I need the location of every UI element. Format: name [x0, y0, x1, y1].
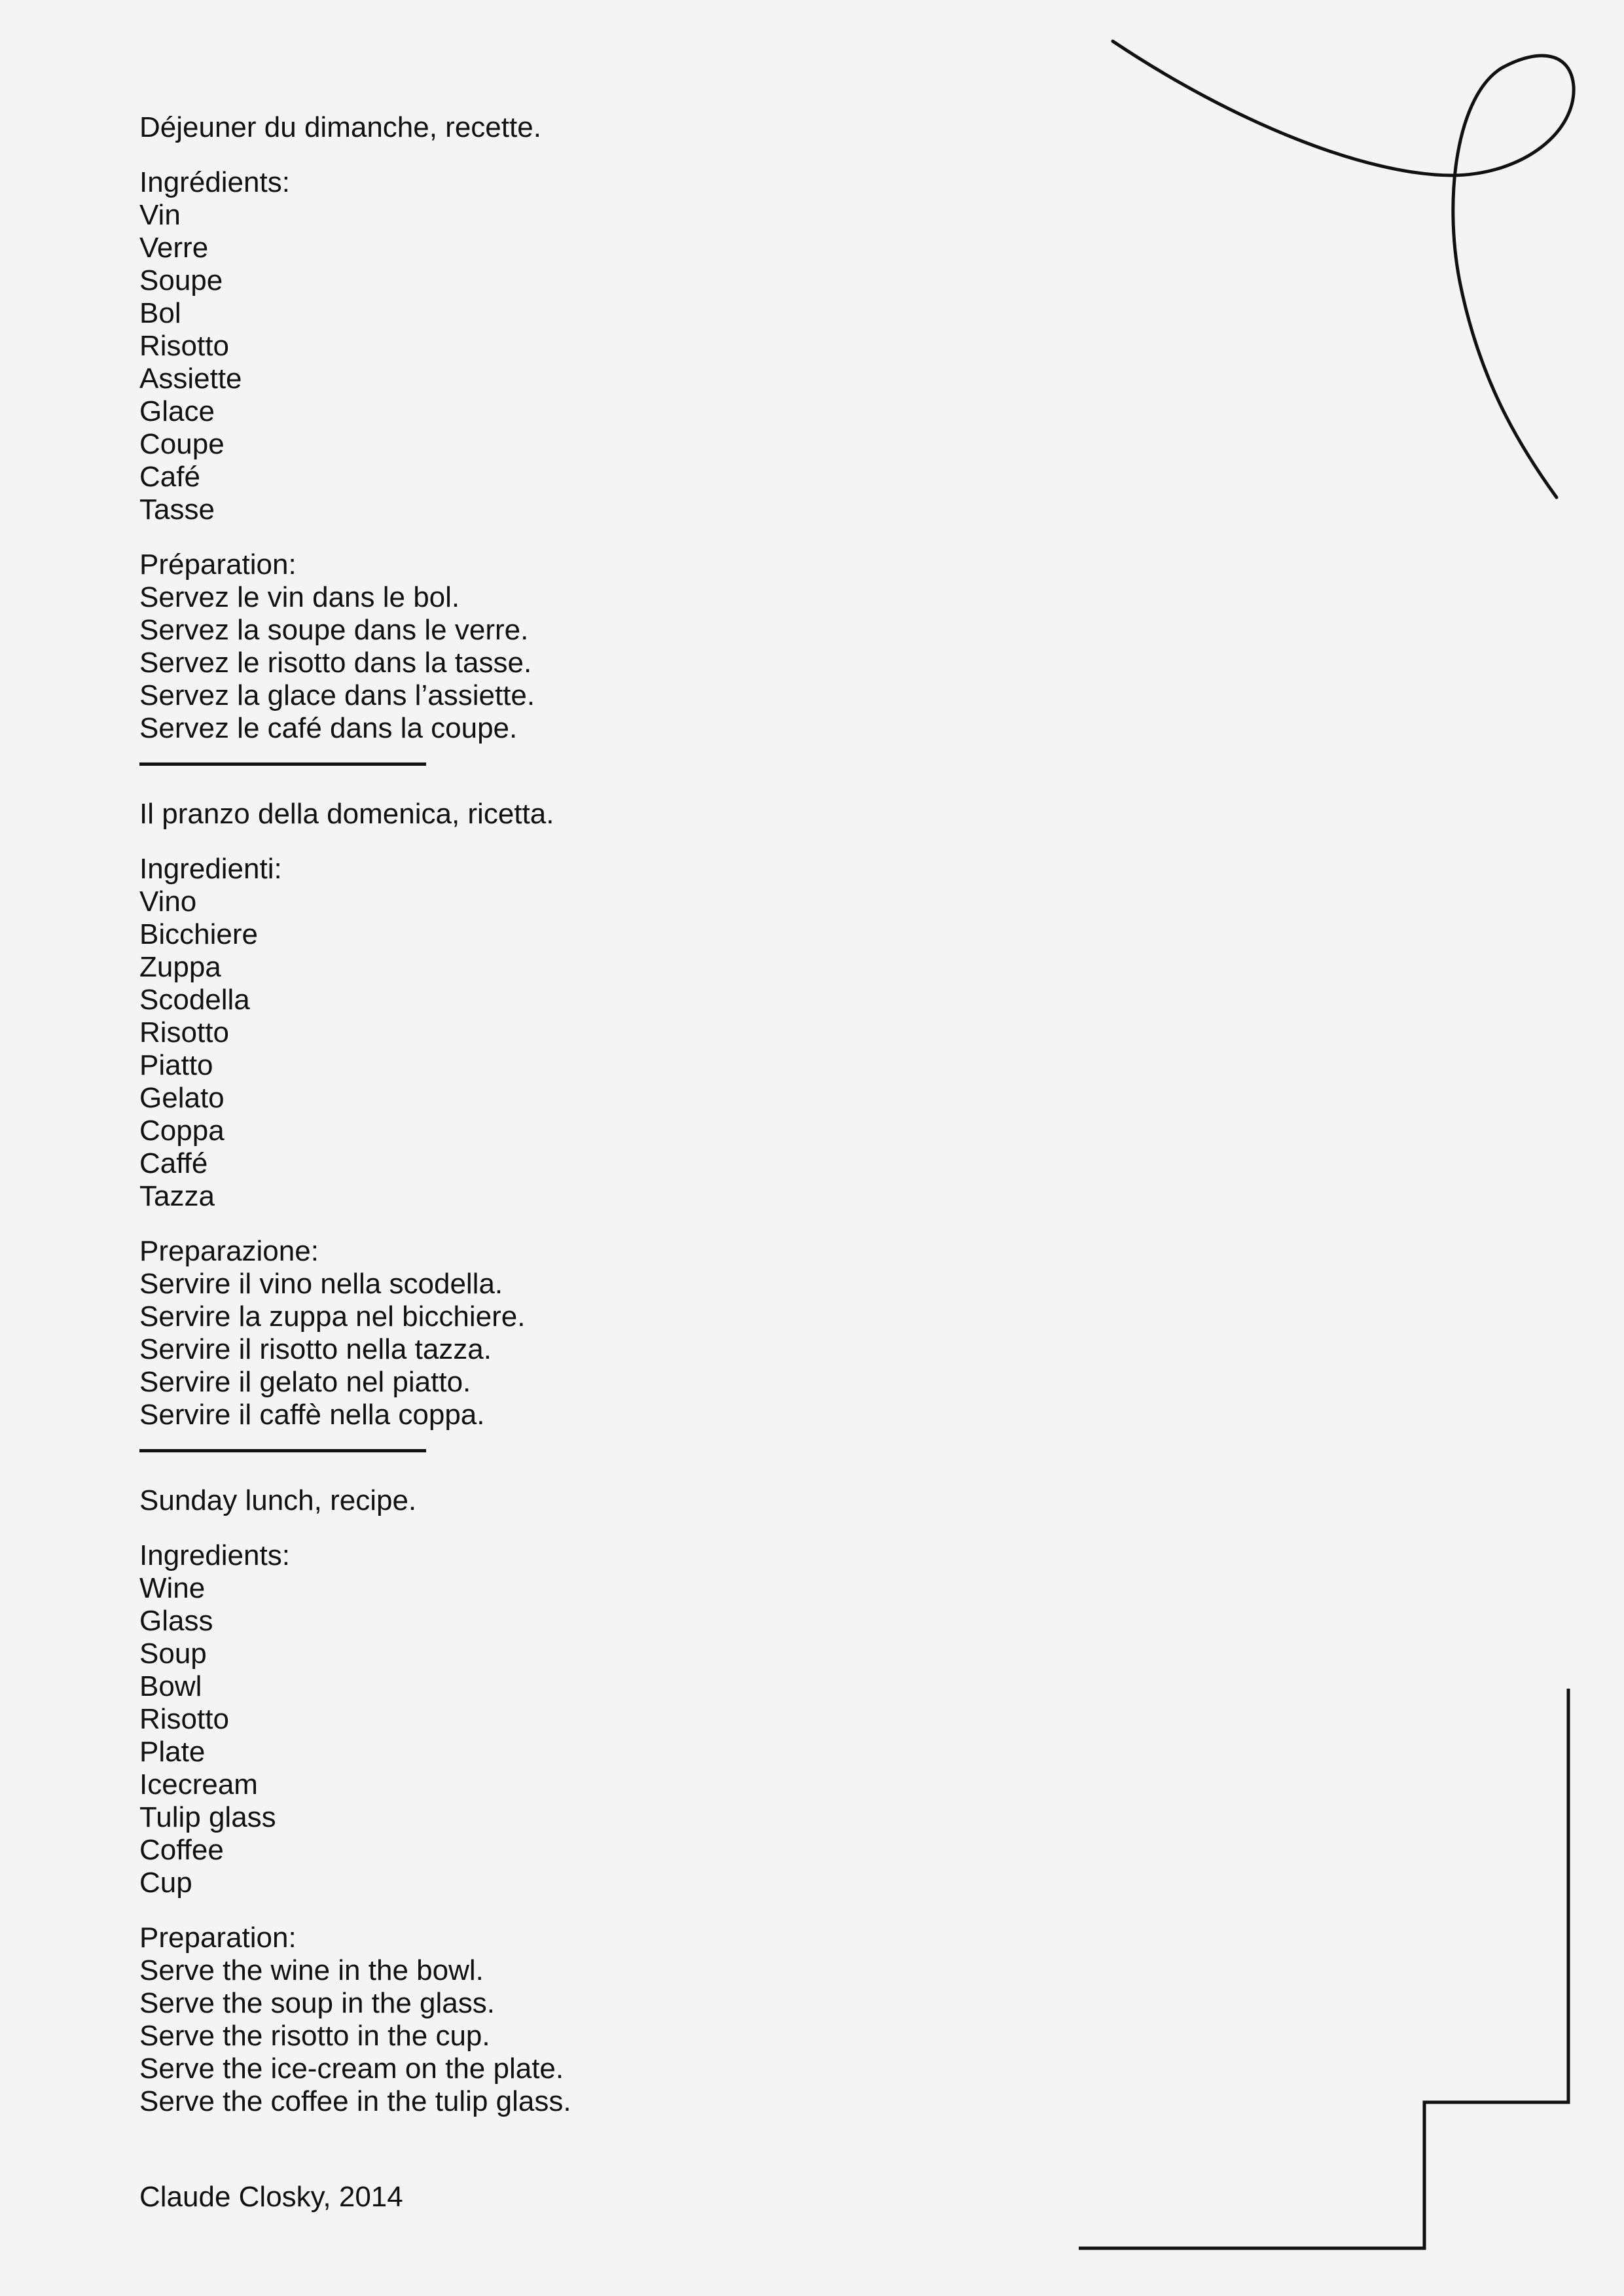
section-divider [139, 1449, 426, 1452]
ingredient-item: Scodella [139, 984, 250, 1016]
ingredient-item: Risotto [139, 330, 229, 362]
preparation-header: Preparazione: [139, 1235, 319, 1267]
ingredient-item: Caffé [139, 1147, 208, 1179]
ingredient-item: Bicchiere [139, 918, 258, 950]
ingredient-item: Cup [139, 1867, 192, 1899]
ingredient-item: Tazza [139, 1180, 215, 1212]
preparation-step: Servire la zuppa nel bicchiere. [139, 1300, 526, 1333]
ingredient-item: Coupe [139, 428, 225, 460]
ingredient-item: Tasse [139, 493, 215, 526]
loop-curve [1113, 41, 1574, 497]
spacer [139, 1213, 990, 1235]
ingredient-item: Risotto [139, 1016, 229, 1049]
ingredient-item: Tulip glass [139, 1801, 276, 1833]
recipe-section [139, 1484, 990, 2118]
ingredient-item: Bol [139, 297, 181, 329]
preparation-step: Serve the ice-cream on the plate. [139, 2053, 564, 2085]
ingredient-item: Assiette [139, 363, 242, 395]
recipe-sections [139, 111, 990, 2118]
spacer [139, 1899, 990, 1922]
ingredient-item: Glace [139, 395, 215, 427]
preparation-step: Servez le café dans la coupe. [139, 712, 518, 744]
ingredient-item: Coffee [139, 1834, 224, 1866]
recipe-title: Sunday lunch, recipe. [139, 1484, 417, 1516]
ingredient-item: Icecream [139, 1768, 258, 1801]
ingredient-item: Piatto [139, 1049, 213, 1081]
recipe-document [139, 111, 990, 2118]
ingredients-header: Ingrédients: [139, 166, 290, 198]
spacer [139, 526, 990, 548]
ingredient-item: Café [139, 461, 200, 493]
preparation-step: Servire il caffè nella coppa. [139, 1399, 485, 1431]
spacer [139, 144, 990, 166]
ingredient-item: Risotto [139, 1703, 229, 1735]
preparation-step: Serve the risotto in the cup. [139, 2020, 490, 2052]
preparation-step: Servire il vino nella scodella. [139, 1268, 503, 1300]
preparation-step: Servez la glace dans l’assiette. [139, 679, 535, 711]
preparation-step: Servire il risotto nella tazza. [139, 1333, 492, 1365]
preparation-step: Serve the wine in the bowl. [139, 1954, 484, 1986]
preparation-step: Servez la soupe dans le verre. [139, 614, 529, 646]
recipe-section [139, 798, 990, 1452]
ingredient-item: Vin [139, 199, 181, 231]
ingredient-item: Glass [139, 1605, 213, 1637]
ingredients-header: Ingredients: [139, 1539, 290, 1571]
spacer [139, 831, 990, 853]
preparation-step: Servire il gelato nel piatto. [139, 1366, 471, 1398]
preparation-step: Serve the coffee in the tulip glass. [139, 2085, 571, 2117]
ingredient-item: Vino [139, 886, 197, 918]
recipe-title: Il pranzo della domenica, ricetta. [139, 798, 554, 830]
ingredient-item: Plate [139, 1736, 206, 1768]
signature: Claude Closky, 2014 [139, 2181, 403, 2213]
recipe-title: Déjeuner du dimanche, recette. [139, 111, 541, 143]
stair-line [1079, 1689, 1568, 2248]
recipe-section [139, 111, 990, 766]
ingredients-header: Ingredienti: [139, 853, 282, 885]
ingredient-item: Gelato [139, 1082, 225, 1114]
preparation-step: Servez le risotto dans la tasse. [139, 647, 532, 679]
ingredient-item: Wine [139, 1572, 206, 1604]
ingredient-item: Bowl [139, 1670, 202, 1702]
ingredient-item: Zuppa [139, 951, 221, 983]
ingredient-item: Coppa [139, 1115, 225, 1147]
preparation-header: Préparation: [139, 548, 297, 581]
ingredient-item: Soupe [139, 264, 223, 296]
preparation-step: Servez le vin dans le bol. [139, 581, 460, 613]
ingredient-item: Verre [139, 232, 209, 264]
preparation-step: Serve the soup in the glass. [139, 1987, 495, 2019]
preparation-header: Preparation: [139, 1922, 297, 1954]
spacer [139, 1517, 990, 1539]
section-divider [139, 762, 426, 766]
ingredient-item: Soup [139, 1638, 207, 1670]
